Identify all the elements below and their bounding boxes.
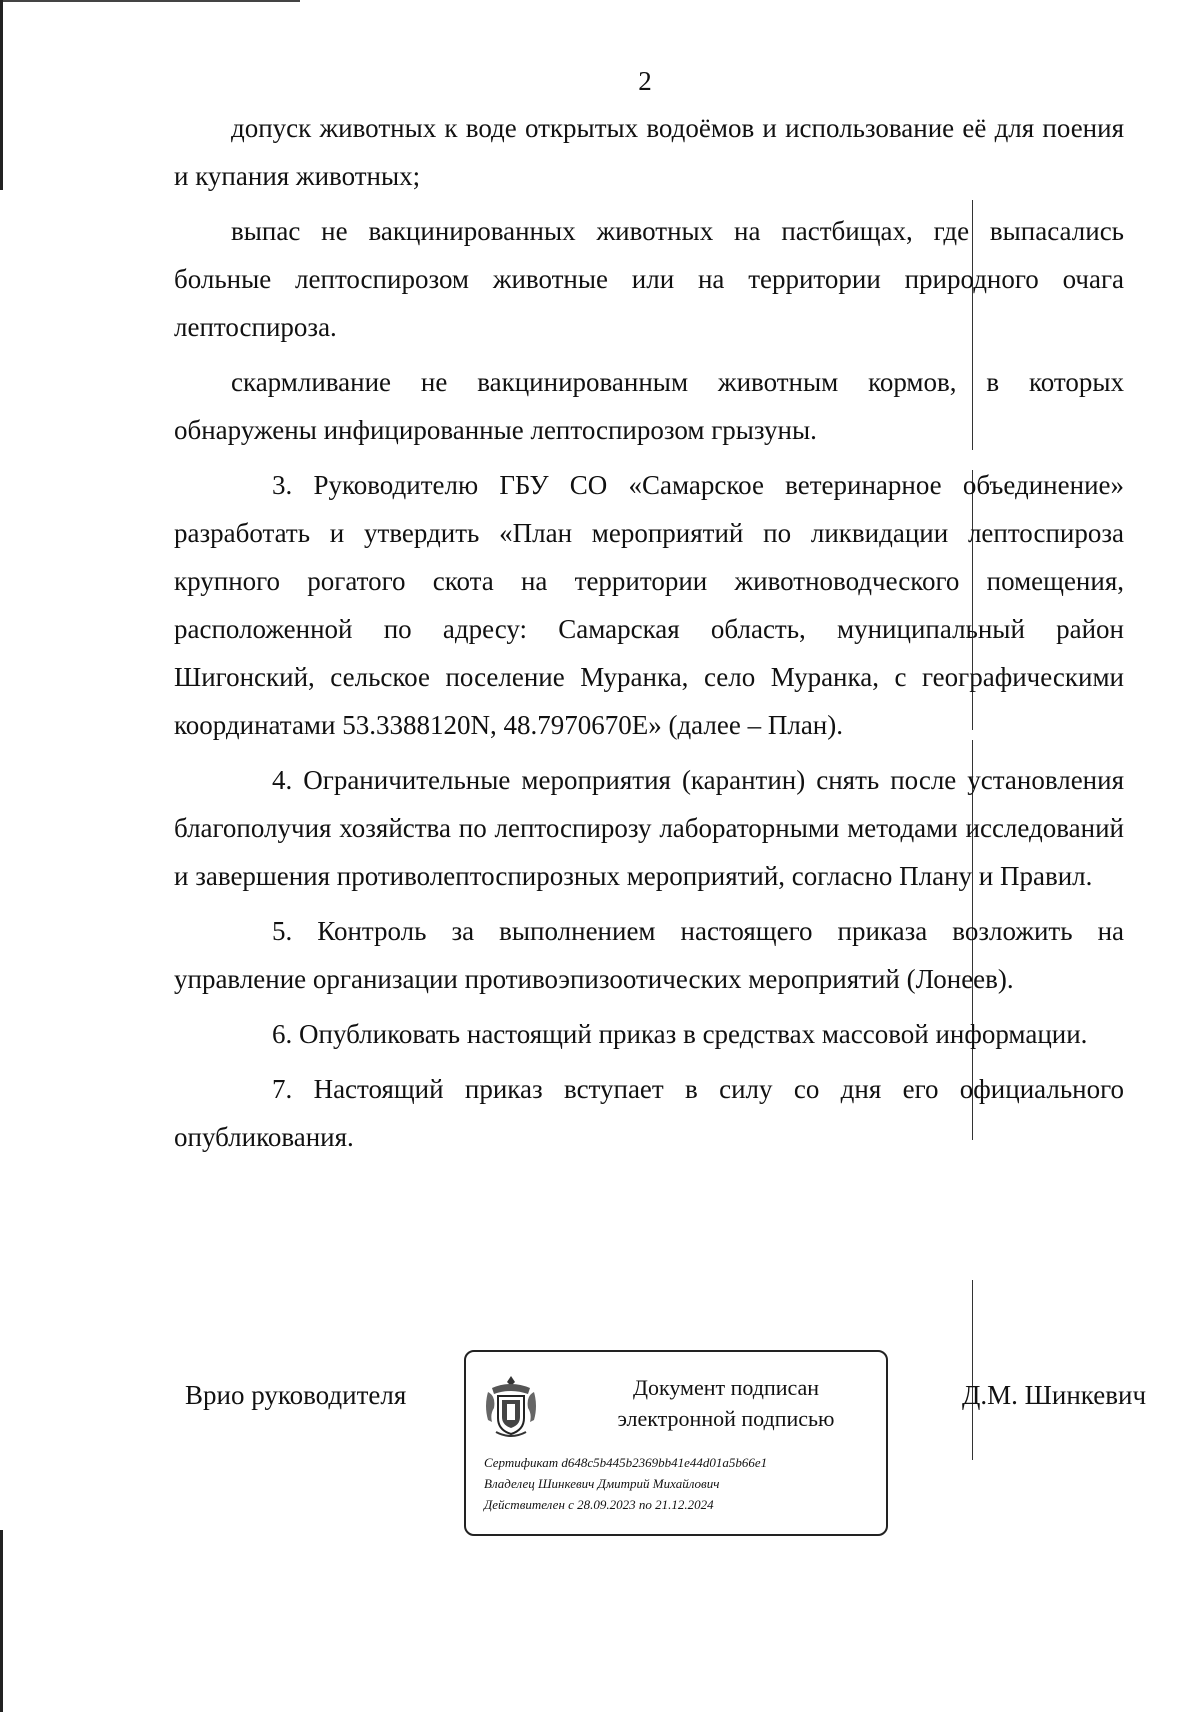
paragraph-item-3: 3. Руководителю ГБУ СО «Самарское ветеринарное объединение» разработать и утвердить «План мероприятий по ликвидации лептоспироза крупного рогатого скота на территории животноводческого помещения, расположенной по адресу: Самарская область, муниципальный район Шигонский, сельское поселение Муранка, село Муранка, с географическими координатами 53.3388120N, 48.7970670E» (далее – План).	[174, 470, 1124, 740]
coat-of-arms-icon	[484, 1374, 538, 1440]
stamp-details	[484, 1452, 884, 1515]
order-body-text	[174, 104, 1124, 1161]
stamp-owner: Владелец Шинкевич Дмитрий Михайлович	[484, 1476, 720, 1491]
stamp-title-line: Документ подписан	[632, 1375, 820, 1400]
scan-top-edge-line	[0, 0, 300, 2]
paragraph-grazing: выпас не вакцинированных животных на пастбищах, где выпасались больные лептоспирозом животные или на территории природного очага лептоспироза.	[174, 216, 1124, 342]
paragraph-item-5: 5. Контроль за выполнением настоящего приказа возложить на управление организации противоэпизоотических мероприятий (Лонеев).	[174, 916, 1124, 994]
signature-block	[0, 1350, 1200, 1550]
paragraph-item-6: 6. Опубликовать настоящий приказ в средствах массовой информации.	[272, 1019, 1088, 1049]
stamp-certificate: Сертификат d648c5b445b2369bb41e44d01a5b66e1	[484, 1455, 768, 1470]
paragraph-item-7: 7. Настоящий приказ вступает в силу со дня его официального опубликования.	[174, 1074, 1124, 1152]
paragraph-item-4: 4. Ограничительные мероприятия (карантин) снять после установления благополучия хозяйства по лептоспирозу лабораторными методами исследований и завершения противолептоспирозных мероприятий, согласно Плану и Правил.	[174, 765, 1124, 891]
page-number: 2	[638, 66, 652, 96]
paragraph-water-access: допуск животных к воде открытых водоёмов и использование её для поения и купания животных;	[174, 113, 1124, 191]
paragraph-feeding: скармливание не вакцинированным животным кормов, в которых обнаружены инфицированные лептоспирозом грызуны.	[174, 367, 1124, 445]
signatory-position: Врио руководителя	[185, 1380, 407, 1410]
electronic-signature-stamp	[464, 1350, 888, 1536]
signatory-name: Д.М. Шинкевич	[962, 1380, 1147, 1410]
stamp-title	[566, 1372, 886, 1434]
scan-left-edge-line	[0, 1530, 3, 1712]
stamp-title-line: электронной подписью	[617, 1406, 835, 1431]
stamp-validity: Действителен с 28.09.2023 по 21.12.2024	[484, 1497, 714, 1512]
